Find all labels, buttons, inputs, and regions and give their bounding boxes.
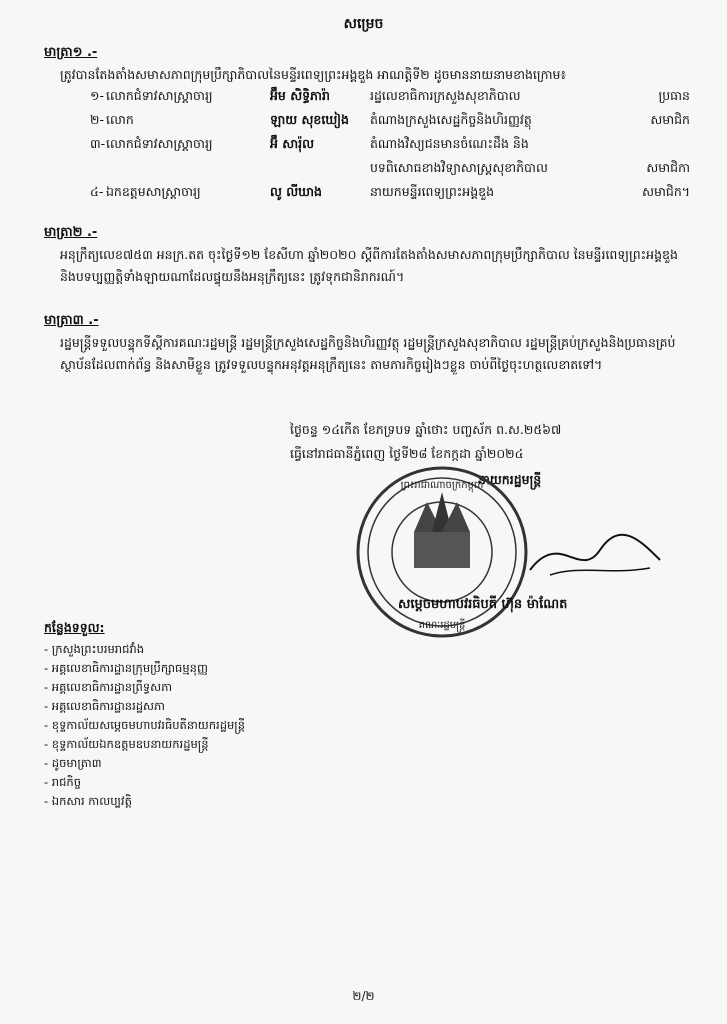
list-item: - អគ្គលេខាធិការដ្ឋានរដ្ឋសភា xyxy=(44,699,165,713)
date-solar: ធ្វើនៅរាជធានីភ្នំពេញ ថ្ងៃទី២៨ ខែកក្កដា ឆ្នាំ២០២៤ xyxy=(290,446,524,461)
member-role: ប្រធាន xyxy=(658,88,690,103)
handwritten-signature xyxy=(520,520,670,590)
article-3-heading: មាត្រា៣ .- xyxy=(44,313,99,328)
date-lunar: ថ្ងៃចន្ទ ១៤កើត ខែភទ្របទ ឆ្នាំថោះ បញ្ចស័ក ព.ស.២៥៦៧ xyxy=(290,422,562,437)
member-index: ២- xyxy=(90,112,104,127)
official-seal xyxy=(352,462,532,642)
member-name: លូ លីឃាង xyxy=(270,184,322,199)
member-row xyxy=(90,88,690,110)
member-role: សមាជិក។ xyxy=(642,184,690,199)
signer-name: សម្ដេចមហាបវរធិបតី ហ៊ុន ម៉ាណែត xyxy=(398,597,568,612)
recipients-heading: កន្លែងទទួល: xyxy=(44,620,105,635)
member-role: សមាជិក xyxy=(650,112,690,127)
member-name: ឡាយ សុខឃៀង xyxy=(270,112,349,127)
member-position: បទពិសោធខាងវិទ្យាសាស្ត្រសុខាភិបាល xyxy=(370,160,548,175)
seal-bottom-text: គណៈរដ្ឋមន្ត្រី xyxy=(418,620,466,631)
seal-top-text: ព្រះរាជាណាចក្រកម្ពុជា xyxy=(400,480,484,491)
document-title: សម្រេច xyxy=(343,16,384,32)
list-item: - អគ្គលេខាធិការដ្ឋានក្រុមប្រឹក្សាធម្មនុញ្ញ xyxy=(44,661,208,675)
article-1-intro: ត្រូវបានតែងតាំងសមាសភាពក្រុមប្រឹក្សាភិបាលនៃមន្ទីរពេទ្យព្រះអង្គឌួង អាណត្តិទី២ ដូចមាននាយនាមខាងក្រោម៖ xyxy=(60,67,566,82)
member-index: ៤- xyxy=(90,184,104,199)
list-item: - ខុទ្ទកាល័យសម្ដេចមហាបវរធិបតីនាយករដ្ឋមន្ត្រី xyxy=(44,718,246,732)
member-name: អ៊ឹម សិទ្ធិភារ៉ា xyxy=(270,88,330,103)
member-position: នាយកមន្ទីរពេទ្យព្រះអង្គឌួង xyxy=(370,184,495,199)
recipients-list xyxy=(44,640,245,811)
member-row xyxy=(90,160,690,182)
member-title: លោក xyxy=(106,112,134,127)
member-role: សមាជិកា xyxy=(646,160,690,175)
member-row xyxy=(90,112,690,134)
article-2-heading: មាត្រា២ .- xyxy=(44,225,98,240)
member-name: អ៊ឹ សារ៉ុល xyxy=(270,136,315,151)
member-index: ៣- xyxy=(90,136,106,151)
member-title: លោកជំទាវសាស្ត្រាចារ្យ xyxy=(106,136,213,151)
member-row xyxy=(90,136,690,158)
article-1-heading: មាត្រា១ .- xyxy=(44,45,98,60)
list-item: - ឯកសារ កាលប្បវត្តិ xyxy=(44,794,132,808)
member-title: ឯកឧត្តមសាស្ត្រាចារ្យ xyxy=(106,184,201,199)
article-2-body: អនុក្រឹត្យលេខ៧៥៣ អនក្រ.តត ចុះថ្ងៃទី១២ ខែសីហា ឆ្នាំ២០២០ ស្ដីពីការតែងតាំងសមាសភាពក្រុមប្រឹក្សាភិបាល នៃមន្ទីរពេទ្យព្រះអង្គឌួង និងបទប្បញ្ញត្តិទាំងឡាយណាដែលផ្ទុយនឹងអនុក្រឹត្យនេះ ត្រូវទុកជានិរាករណ៍។ xyxy=(60,247,678,284)
member-row xyxy=(90,184,690,206)
member-index: ១- xyxy=(90,88,104,103)
list-item: - រាជកិច្ច xyxy=(44,775,82,789)
list-item: - អគ្គលេខាធិការដ្ឋានព្រឹទ្ធសភា xyxy=(44,680,173,694)
member-position: តំណាងក្រសួងសេដ្ឋកិច្ចនិងហិរញ្ញវត្ថុ xyxy=(370,112,532,127)
member-title: លោកជំទាវសាស្ត្រាចារ្យ xyxy=(106,88,213,103)
list-item: - ខុទ្ទកាល័យឯកឧត្តមឧបនាយករដ្ឋមន្ត្រី xyxy=(44,737,209,751)
member-position: តំណាងវិស្យជនមានចំណេះដឹង និង xyxy=(370,136,529,151)
page-number: ២/២ xyxy=(352,989,375,1003)
list-item: - ក្រសួងព្រះបរមរាជវាំង xyxy=(44,642,145,656)
member-position: រដ្ឋលេខាធិការក្រសួងសុខាភិបាល xyxy=(370,88,521,103)
article-3-body: រដ្ឋមន្ត្រីទទួលបន្ទុកទីស្ដីការគណៈរដ្ឋមន្ត្រី រដ្ឋមន្ត្រីក្រសួងសេដ្ឋកិច្ចនិងហិរញ្ញវត្ថុ រដ្ឋមន្ត្រីក្រសួងសុខាភិបាល រដ្ឋមន្ត្រីគ្រប់ក្រសួងនិងប្រធានគ្រប់ស្ថាប័នដែលពាក់ព័ន្ធ និងសាមីខ្លួន ត្រូវទទួលបន្ទុកអនុវត្តអនុក្រឹត្យនេះ តាមភារកិច្ចរៀងៗខ្លួន ចាប់ពីថ្ងៃចុះហត្ថលេខាតទៅ។ xyxy=(60,335,676,372)
signer-role: នាយករដ្ឋមន្ត្រី xyxy=(478,472,542,487)
list-item: - ដូចមាត្រា៣ xyxy=(44,756,102,770)
